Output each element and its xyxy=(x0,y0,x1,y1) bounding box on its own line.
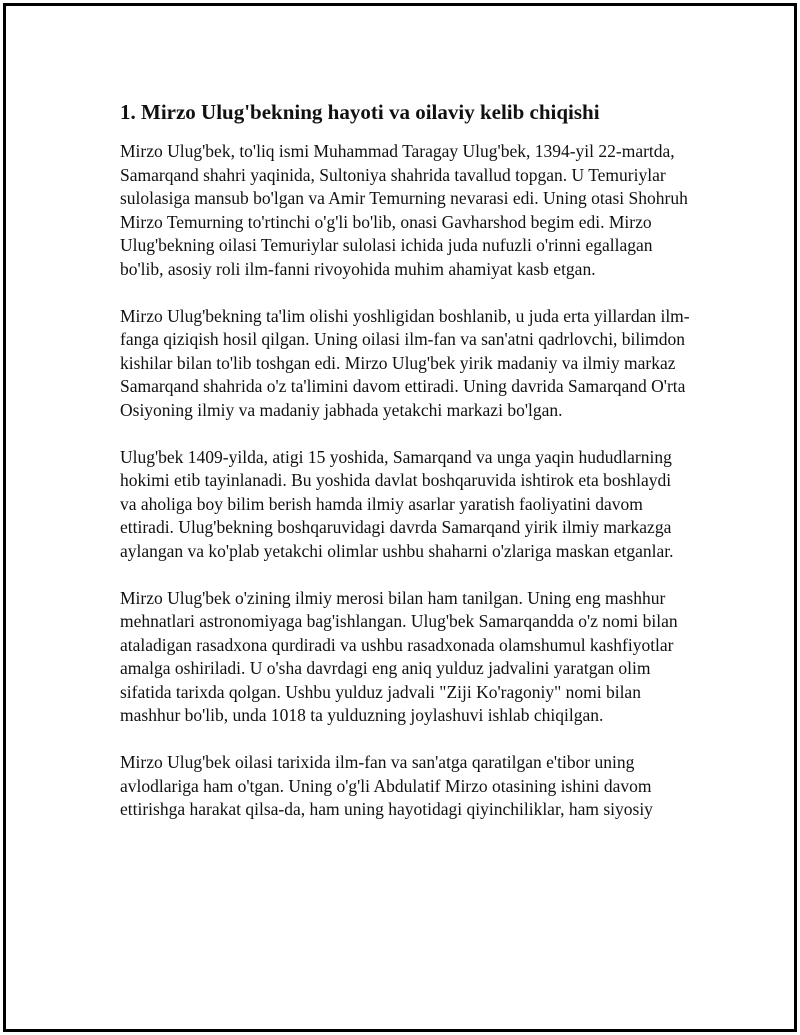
paragraph-5: Mirzo Ulug'bek oilasi tarixida ilm-fan va san'atga qaratilgan e'tibor uning avlodlariga ham o'tgan. Uning o'g'li Abdulatif Mirzo otasining ishini davom ettirishga harakat qilsa-da, ham uning hayotidagi qiyinchiliklar, ham siyosiy xyxy=(120,752,653,820)
paragraph-1: Mirzo Ulug'bek, to'liq ismi Muhammad Taragay Ulug'bek, 1394-yil 22-martda, Samarqand shahri yaqinida, Sultoniya shahrida tavallud topgan. U Temuriylar sulolasiga mansub bo'lgan va Amir Temurning nevarasi edi. Uning otasi Shohruh Mirzo Temurning to'rtinchi o'g'li bo'lib, onasi Gavharshod begim edi. Mirzo Ulug'bekning oilasi Temuriylar sulolasi ichida juda nufuzli o'rinni egallagan bo'lib, asosiy roli ilm-fanni rivoyohida muhim ahamiyat kasb etgan. xyxy=(120,141,688,279)
paragraph-4: Mirzo Ulug'bek o'zining ilmiy merosi bilan ham tanilgan. Uning eng mashhur mehnatlari astronomiyaga bag'ishlangan. Ulug'bek Samarqandda o'z nomi bilan ataladigan rasadxona qurdiradi va ushbu rasadxonada olamshumul kashfiyotlar amalga oshiriladi. U o'sha davrdagi eng aniq yulduz jadvalini yaratgan olim sifatida tarixda qolgan. Ushbu yulduz jadvali "Ziji Ko'ragoniy" nomi bilan mashhur bo'lib, unda 1018 ta yulduzning joylashuvi ishlab chiqilgan. xyxy=(120,587,678,726)
paragraph-2: Mirzo Ulug'bekning ta'lim olishi yoshligidan boshlanib, u juda erta yillardan ilm-fanga qiziqish hosil qilgan. Uning oilasi ilm-fan va san'atni qadrlovchi, bilimdon kishilar bilan to'lib toshgan edi. Mirzo Ulug'bek yirik madaniy va ilmiy markaz Samarqand shahrida o'z ta'limini davom ettiradi. Uning davrida Samarqand O'rta Osiyoning ilmiy va madaniy jabhada yetakchi markazi bo'lgan. xyxy=(120,305,690,420)
section-heading: 1. Mirzo Ulug'bekning hayoti va oilaviy kelib chiqishi xyxy=(120,100,600,124)
paragraph-3: Ulug'bek 1409-yilda, atigi 15 yoshida, Samarqand va unga yaqin hududlarning hokimi etib tayinlanadi. Bu yoshida davlat boshqaruvida ishtirok eta boshlaydi va aholiga boy bilim berish hamda ilmiy asarlar yaratish faoliyatini davom ettiradi. Ulug'bekning boshqaruvidagi davrda Samarqand yirik ilmiy markazga aylangan va ko'plab yetakchi olimlar ushbu shaharni o'zlariga maskan etganlar. xyxy=(120,446,674,561)
document-body xyxy=(120,98,690,845)
document-page xyxy=(3,3,797,1032)
